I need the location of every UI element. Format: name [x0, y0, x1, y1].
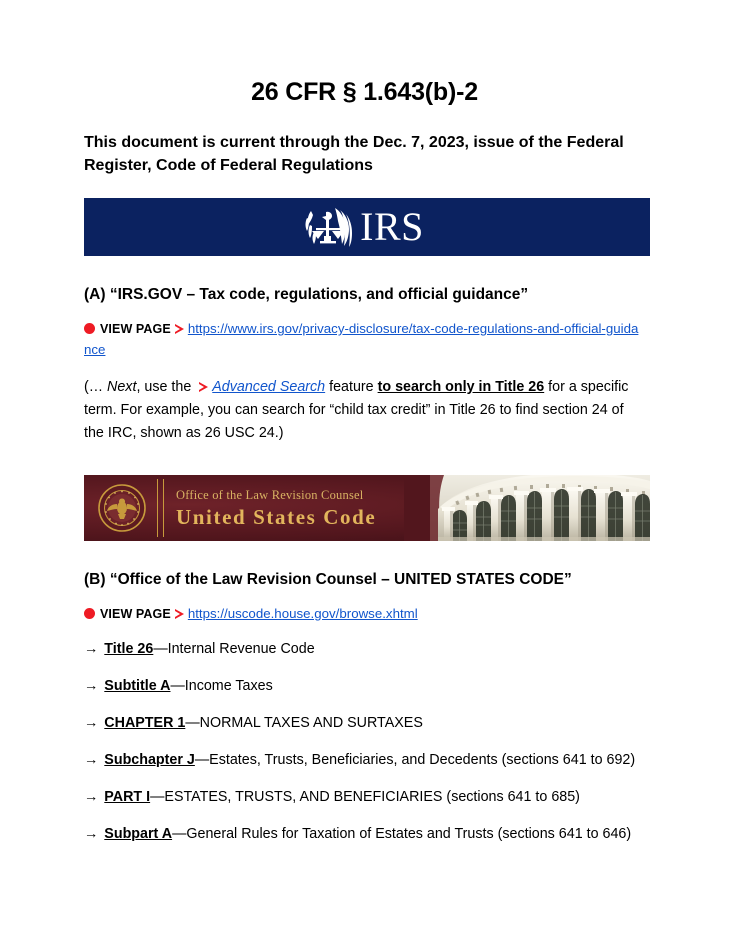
list-item-label: Subchapter J [104, 751, 195, 768]
banner-line-1: Office of the Law Revision Counsel [176, 487, 364, 502]
triangle-pointer-icon-inline [199, 382, 208, 392]
note-mid: feature [325, 379, 378, 396]
triangle-pointer-icon [175, 609, 184, 619]
banner-gold-divider [157, 479, 164, 537]
list-item [84, 772, 645, 809]
irs-logo [302, 205, 424, 249]
irs-eagle-scales-icon [302, 205, 358, 249]
note-italic-word: Next [107, 379, 137, 396]
irs-gov-link[interactable]: https://www.irs.gov/privacy-disclosure/tax-code-regulations-and-official-guidance [84, 321, 639, 357]
red-bullet-icon [84, 323, 95, 334]
list-item-description: —Internal Revenue Code [153, 641, 315, 658]
house-of-representatives-seal-icon [98, 484, 146, 532]
note-lead: (… [84, 379, 108, 396]
capitol-dome-photo [404, 475, 650, 541]
note-tail: for a specific term. For example, you can search for “child tax credit” in Title 26 to find section 24 of the IRC, shown as 26 USC 24.) [84, 379, 629, 442]
uscode-house-gov-link[interactable]: https://uscode.house.gov/browse.xhtml [187, 605, 418, 621]
arrow-icon: → [84, 751, 99, 768]
note-emphasis: to search only in Title 26 [377, 379, 545, 396]
arrow-icon: → [84, 641, 99, 658]
list-item [84, 698, 645, 735]
list-item-description: —Income Taxes [170, 678, 273, 695]
arrow-icon: → [84, 788, 99, 805]
advanced-search-link[interactable]: Advanced Search [212, 379, 326, 396]
arrow-icon: → [84, 825, 99, 842]
view-page-label: VIEW PAGE [100, 606, 171, 621]
section-a-view-page-line [84, 306, 645, 360]
section-b-heading: (B) “Office of the Law Revision Counsel – UNITED STATES CODE” [84, 570, 572, 588]
triangle-pointer-icon [175, 324, 184, 334]
list-item-description: —ESTATES, TRUSTS, AND BENEFICIARIES (sections 641 to 685) [150, 788, 580, 805]
currency-note: This document is current through the Dec. 7, 2023, issue of the Federal Register, Code of Federal Regulations [84, 134, 624, 175]
page-title: 26 CFR § 1.643(b)-2 [251, 78, 478, 106]
note-after-italic: , use the [136, 379, 196, 396]
section-a-note [84, 360, 645, 445]
banner-titles [176, 488, 376, 530]
list-item-label: Subpart A [104, 825, 173, 842]
list-item-label: PART I [104, 788, 151, 805]
list-item-label: Title 26 [104, 641, 154, 658]
list-item [84, 661, 645, 698]
irs-wordmark: IRS [360, 204, 424, 250]
list-item [84, 735, 645, 772]
arrow-icon: → [84, 678, 99, 695]
section-b-view-page-line [84, 591, 645, 625]
red-bullet-icon [84, 608, 95, 619]
list-item-label: Subtitle A [104, 678, 171, 695]
list-item-description: —Estates, Trusts, Beneficiaries, and Decedents (sections 641 to 692) [194, 751, 636, 768]
list-item-label: CHAPTER 1 [104, 714, 186, 731]
arrow-icon: → [84, 714, 99, 731]
list-item-description: —General Rules for Taxation of Estates and Trusts (sections 641 to 646) [172, 825, 632, 842]
list-item-description: —NORMAL TAXES AND SURTAXES [185, 714, 423, 731]
list-item [84, 624, 645, 661]
list-item [84, 809, 645, 846]
us-code-banner-image [84, 475, 650, 541]
irs-banner-image [84, 198, 650, 256]
view-page-label: VIEW PAGE [100, 322, 171, 337]
banner-line-2: United States Code [176, 504, 377, 529]
section-a-heading: (A) “IRS.GOV – Tax code, regulations, and official guidance” [84, 286, 529, 304]
